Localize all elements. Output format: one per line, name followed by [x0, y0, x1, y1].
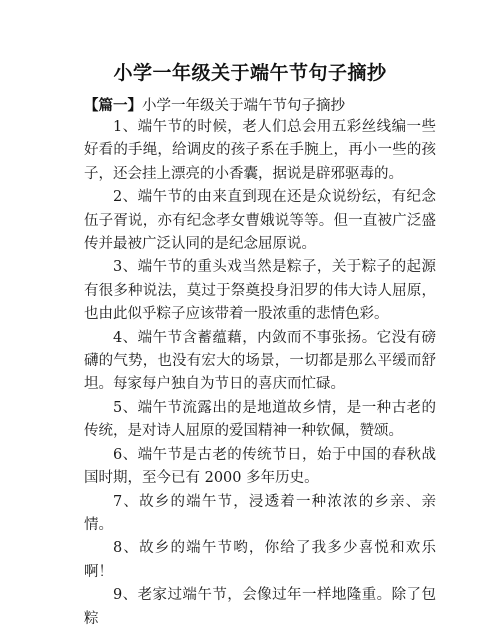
- paragraph-2: 2、端午节的由来直到现在还是众说纷纭，有纪念伍子胥说，亦有纪念孝女曹娥说等等。但一直被广泛盛传并最被广泛认同的是纪念屈原说。: [84, 189, 436, 253]
- paragraph-4: 4、端午节含蓄蕴藉，内敛而不事张扬。它没有磅礴的气势，也没有宏大的场景，一切都是那么平缓而舒坦。每家每户独自为节日的喜庆而忙碌。: [84, 329, 436, 393]
- paragraph-3: 3、端午节的重头戏当然是粽子，关于粽子的起源有很多种说法，莫过于祭奠投身汨罗的伟大诗人屈原，也由此似乎粽子应该带着一股浓重的悲情色彩。: [84, 259, 436, 323]
- paragraph-9: 9、老家过端午节，会像过年一样地隆重。除了包粽: [84, 587, 436, 627]
- section-heading-text: 小学一年级关于端午节句子摘抄: [142, 98, 345, 114]
- paragraph-1: 1、端午节的时候，老人们总会用五彩丝线编一些好看的手绳，给调皮的孩子系在手腕上，再小一些的孩子，还会挂上漂亮的小香囊，据说是辟邪驱毒的。: [84, 119, 436, 182]
- paragraph-5: 5、端午节流露出的是地道故乡情，是一种古老的传统，是对诗人屈原的爱国精神一种钦佩，赞颂。: [84, 399, 436, 440]
- paragraph-8: 8、故乡的端午节哟，你给了我多少喜悦和欢乐啊！: [84, 540, 436, 580]
- body-text: [84, 116, 436, 631]
- paragraph-6: 6、端午节是古老的传统节日，始于中国的春秋战国时期，至今已有 2000 多年历史。: [84, 446, 436, 487]
- section-heading: [84, 94, 345, 115]
- paragraph-7: 7、故乡的端午节，浸透着一种浓浓的乡亲、亲情。: [84, 493, 436, 533]
- section-bracket-label: 【篇一】: [84, 97, 142, 114]
- document-title: 小学一年级关于端午节句子摘抄: [113, 62, 387, 84]
